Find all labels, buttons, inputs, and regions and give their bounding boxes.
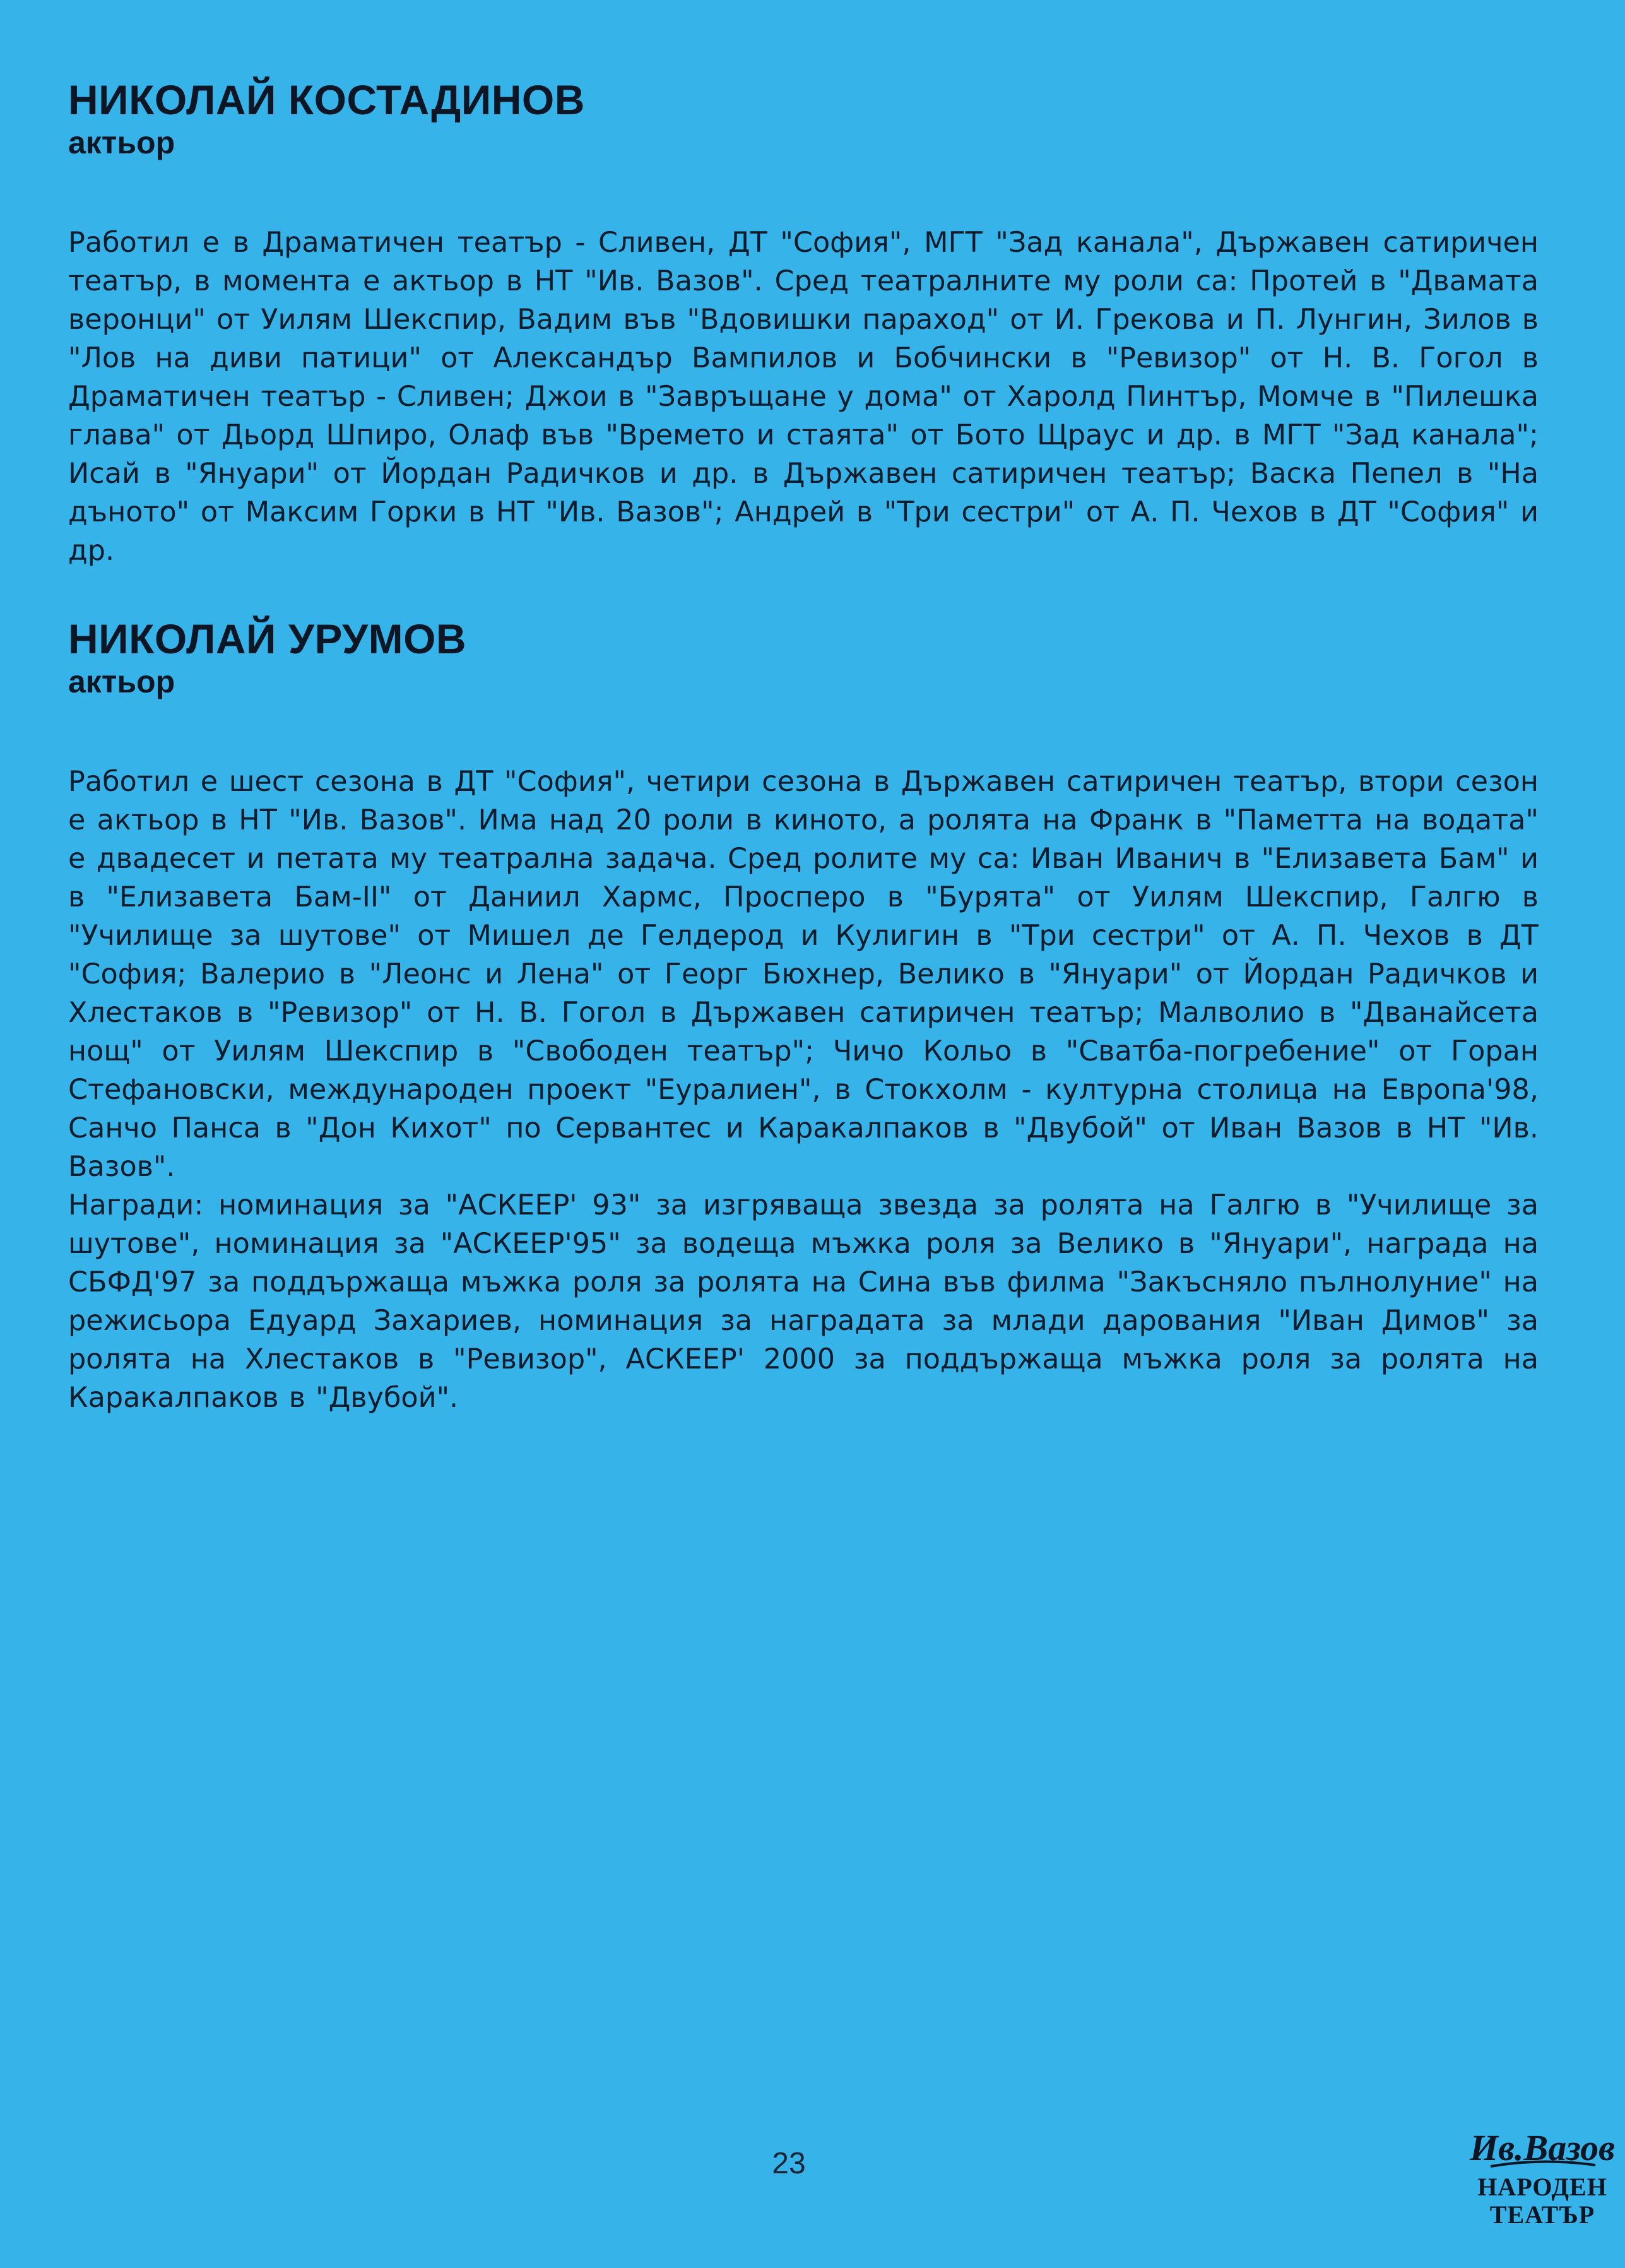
logo-line-1: НАРОДЕН: [1477, 2173, 1607, 2201]
logo-line-2: ТЕАТЪР: [1489, 2200, 1595, 2229]
actor-role: актьор: [68, 664, 175, 699]
actor-bio: Работил е в Драматичен театър - Сливен, ДТ "София", МГТ "Зад канала", Държавен сатиричен театър, в момента е актьор в НТ "Ив. Вазов". Сред театралните му роли са: Протей в "Двамата веронци" от Уилям Шекспир, Вадим във "Вдовишки параход" от И. Грекова и П. Лунгин, Зилов в "Лов на диви патици" от Александър Вампилов и Бобчински в "Ревизор" от Н. В. Гогол в Драматичен театър - Сливен; Джои в "Завръщане у дома" от Харолд Пинтър, Момче в "Пилешка глава" от Дьорд Шпиро, Олаф във "Времето и стаята" от Бото Щраус и др. в МГТ "Зад канала"; Исай в "Януари" от Йордан Радичков и др. в Държавен сатиричен театър; Васка Пепел в "На дъното" от Максим Горки в НТ "Ив. Вазов"; Андрей в "Три сестри" от А. П. Чехов в ДТ "София" и др.: [68, 227, 1539, 567]
actor-section-kostadinov: [68, 74, 1539, 570]
page-number: 23: [772, 2147, 806, 2180]
actor-bio: Работил е шест сезона в ДТ "София", четири сезона в Държавен сатиричен театър, втори сезон е актьор в НТ "Ив. Вазов". Има над 20 роли в киното, а ролята на Франк в "Паметта на водата" е двадесет и петата му театрална задача. Сред ролите му са: Иван Иванич в "Елизавета Бам" и в "Елизавета Бам-II" от Даниил Хармс, Просперо в "Бурята" от Уилям Шекспир, Галгю в "Училище за шутове" от Мишел де Гелдерод и Кулигин в "Три сестри" от А. П. Чехов в ДТ "София; Валерио в "Леонс и Лена" от Георг Бюхнер, Велико в "Януари" от Йордан Радичков и Хлестаков в "Ревизор" от Н. В. Гогол в Държавен сатиричен театър; Малволио в "Дванайсета нощ" от Уилям Шекспир в "Свободен театър"; Чичо Кольо в "Сватба-погребение" от Горан Стефановски, международен проект "Еуралиен", в Стокхолм - културна столица на Европа'98, Санчо Панса в "Дон Кихот" по Сервантес и Каракалпаков в "Двубой" от Иван Вазов в НТ "Ив. Вазов".: [68, 766, 1539, 1183]
actor-role: актьор: [68, 125, 175, 160]
actor-awards: Награди: номинация за "АСКЕЕР' 93" за изгряваща звезда за ролята на Галгю в "Училище за шутове", номинация за "АСКЕЕР'95" за водеща мъжка роля за Велико в "Януари", награда на СБФД'97 за поддържаща мъжка роля за ролята на Сина във филма "Закъсняло пълнолуние" на режисьора Едуард Захариев, номинация за наградата за млади дарования "Иван Димов" за ролята на Хлестаков в "Ревизор", АСКЕЕР' 2000 за поддържаща мъжка роля за ролята на Каракалпаков в "Двубой".: [68, 1189, 1539, 1414]
logo-script-text: Ив.Вазов: [1470, 2127, 1615, 2168]
national-theatre-logo: [1470, 2121, 1615, 2241]
actor-name: НИКОЛАЙ УРУМОВ: [68, 615, 467, 662]
actor-section-urumov: [68, 614, 1539, 1417]
actor-name: НИКОЛАЙ КОСТАДИНОВ: [68, 76, 585, 123]
